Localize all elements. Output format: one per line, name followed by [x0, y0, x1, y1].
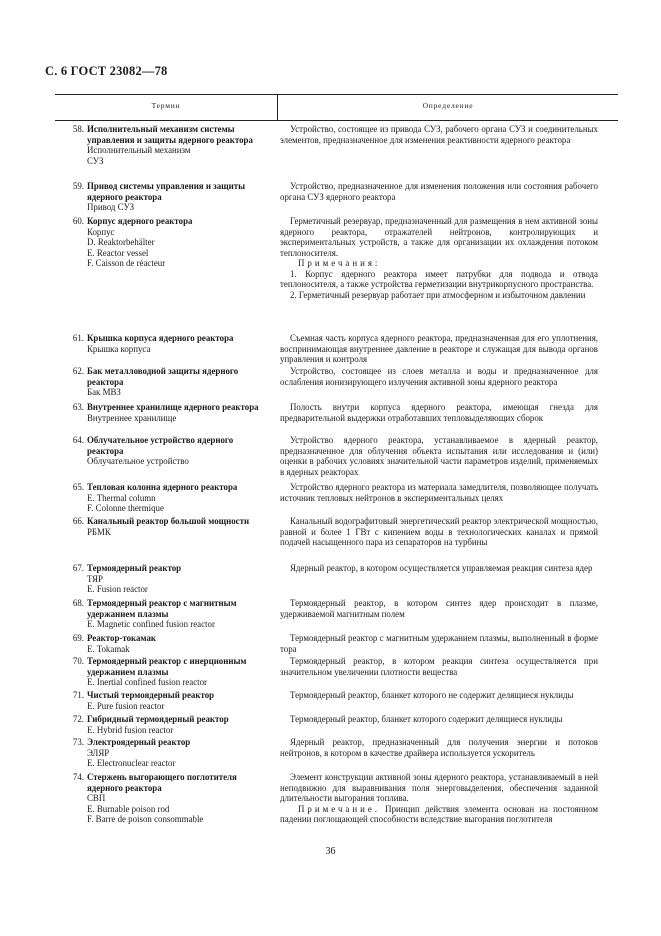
- term-title: Термоядерный реактор: [87, 563, 182, 573]
- term-synonym: Крышка корпуса: [87, 343, 151, 354]
- term-title: Тепловая колонна ядерного реактора: [87, 482, 238, 492]
- term-synonym: Облучательное устройство: [87, 456, 189, 466]
- definition-63: Полость внутри корпуса ядерного реактора, имеющая гнезда для предварительной выдержки отработавших тепловыделяющих сборок: [280, 402, 598, 423]
- term-english: E. Thermal column: [87, 492, 156, 503]
- definition-72: Термоядерный реактор, бланкет которого содержит делящиеся нуклиды: [290, 714, 563, 724]
- term-english: E. Inertial confined fusion reactor: [87, 677, 208, 687]
- column-header-term: Термин: [151, 101, 181, 110]
- definition-65: Устройство ядерного реактора из материала замедлителя, позволяющее получать источник тепловых нейтронов в экспериментальных целях: [280, 482, 598, 503]
- term-entry-68: 68. Термоядерный реактор с магнитным удержанием плазмы E. Magnetic confined fusion reactor: [55, 598, 270, 630]
- note-text: Принцип действия элемента основан на постоянном падении поглощающей способности вследствие выгорания поглотителя: [280, 803, 598, 824]
- term-english: E. Tokamak: [87, 643, 130, 654]
- term-entry-74: 74. Стержень выгорающего поглотителя ядерного реактора СВП E. Burnable poison rod F. Barre de poison consommable: [55, 772, 270, 825]
- term-synonym: Корпус: [87, 226, 115, 237]
- term-entry-61: 61. Крышка корпуса ядерного реактора Крышка корпуса: [55, 333, 270, 354]
- term-entry-67: 67. Термоядерный реактор ТЯР E. Fusion reactor: [55, 563, 270, 595]
- term-french: F. Caisson de réacteur: [87, 258, 166, 268]
- definition-text: Герметичный резервуар, предназначенный для размещения в нем активной зоны ядерного реактора, отражателей нейтронов, контролирующих и экспериментальных устройств, а также для организации их охлаждения потоком теплоносителя.: [280, 216, 598, 258]
- term-english: E. Electronuclear reactor: [87, 758, 176, 768]
- term-title: Корпус ядерного реактора: [87, 216, 193, 226]
- term-entry-63: 63. Внутреннее хранилище ядерного реактора Внутреннее хранилище: [55, 402, 270, 423]
- table-header-border: [55, 120, 618, 121]
- definition-62: Устройство, состоящее из слоев металла и воды и предназначенное для ослабления ионизирующего излучения активной зоны ядерного реактора: [280, 366, 598, 387]
- term-abbreviation: СВП: [87, 793, 106, 803]
- term-title: Реактор-токамак: [87, 633, 156, 643]
- term-entry-59: 59. Привод системы управления и защиты ядерного реактора Привод СУЗ: [55, 181, 270, 213]
- term-entry-65: 65. Тепловая колонна ядерного реактора E. Thermal column F. Colonne thermique: [55, 482, 270, 514]
- term-abbreviation: ЭЛЯР: [87, 747, 110, 758]
- term-title: Чистый термоядерный реактор: [87, 690, 215, 700]
- term-entry-72: 72. Гибридный термоядерный реактор E. Hybrid fusion reactor: [55, 714, 270, 735]
- term-entry-64: 64. Облучательное устройство ядерного реактора Облучательное устройство: [55, 435, 270, 467]
- term-entry-58: 58. Исполнительный механизм системы управления и защиты ядерного реактора Исполнительный механизм СУЗ: [55, 124, 270, 166]
- definition-74: [280, 772, 598, 825]
- definition-66: Канальный водографитовый энергетический реактор электрической мощностью, равной и более 1 ГВт с кипением воды в технологических каналах и прямой подачей насыщенного пара из сепараторов на турбины: [280, 516, 598, 547]
- term-english: E. Hybrid fusion reactor: [87, 724, 174, 735]
- page-title: С. 6 ГОСТ 23082—78: [45, 64, 168, 78]
- term-title: Исполнительный механизм системы управления и защиты ядерного реактора: [87, 124, 253, 145]
- term-title: Внутреннее хранилище ядерного реактора: [87, 402, 259, 412]
- definition-70: Термоядерный реактор, в котором реакция синтеза осуществляется при значительном увеличении плотности вещества: [280, 656, 598, 677]
- definition-64: Устройство ядерного реактора, устанавливаемое в ядерный реактор, предназначенное для облучения объекта испытания или исследования и (или) оценки в рабочих условиях значительной части параметров изделий, применяемых в ядерных реакторах: [280, 435, 598, 477]
- term-abbreviation: Бак МВЗ: [87, 387, 121, 397]
- term-title: Термоядерный реактор с магнитным удержанием плазмы: [87, 598, 237, 619]
- term-title: Термоядерный реактор с инерционным удержанием плазмы: [87, 656, 247, 677]
- note-heading: Примечание.: [298, 803, 380, 814]
- term-title: Облучательное устройство ядерного реактора: [87, 435, 234, 456]
- definition-73: Ядерный реактор, предназначенный для получения энергии и потоков нейтронов, в котором в качестве драйвера используется ускоритель: [280, 737, 598, 758]
- term-entry-62: 62. Бак металловодной защиты ядерного реактора Бак МВЗ: [55, 366, 270, 398]
- column-header-definition: Определение: [422, 101, 474, 110]
- definition-67: Ядерный реактор, в котором осуществляется управляемая реакция синтеза ядер: [290, 563, 593, 573]
- term-english: E. Reactor vessel: [87, 247, 149, 258]
- term-abbreviation: Привод СУЗ: [87, 202, 135, 212]
- term-entry-71: 71. Чистый термоядерный реактор E. Pure fusion reactor: [55, 690, 270, 711]
- term-abbreviation: СУЗ: [87, 155, 104, 166]
- term-french: F. Colonne thermique: [87, 503, 164, 513]
- term-entry-66: 66. Канальный реактор большой мощности РБМК: [55, 516, 270, 537]
- definition-60: [280, 216, 598, 300]
- definition-59: Устройство, предназначенное для изменения положения или состояния рабочего органа СУЗ ядерного реактора: [280, 181, 598, 202]
- term-entry-60: 60. Корпус ядерного реактора Корпус D. Reaktorbehälter E. Reactor vessel F. Caisson de réacteur: [55, 216, 270, 269]
- note-item: 1. Корпус ядерного реактора имеет патрубки для подвода и отвода теплоносителя, а также устройства герметизации внутрикорпусного пространства.: [280, 268, 598, 289]
- term-title: Привод системы управления и защиты ядерного реактора: [87, 181, 246, 202]
- term-english: E. Burnable poison rod: [87, 803, 170, 814]
- term-title: Бак металловодной защиты ядерного реактора: [87, 366, 239, 387]
- term-french: F. Barre de poison consommable: [87, 814, 204, 824]
- term-english: E. Magnetic confined fusion reactor: [87, 619, 215, 629]
- term-entry-73: 73. Электроядерный реактор ЭЛЯР E. Electronuclear reactor: [55, 737, 270, 769]
- term-title: Электроядерный реактор: [87, 737, 191, 747]
- term-abbreviation: ТЯР: [87, 573, 103, 584]
- term-abbreviation: РБМК: [87, 526, 111, 537]
- definition-68: Термоядерный реактор, в котором синтез ядер происходит в плазме, удерживаемой магнитным полем: [280, 598, 598, 619]
- page-number: 36: [325, 846, 336, 857]
- term-title: Канальный реактор большой мощности: [87, 516, 250, 526]
- term-german: D. Reaktorbehälter: [87, 237, 155, 247]
- term-entry-69: 69. Реактор-токамак E. Tokamak: [55, 633, 270, 654]
- note-heading: Примечания:: [298, 258, 381, 268]
- definition-61: Съемная часть корпуса ядерного реактора, предназначенная для его уплотнения, воспринимающая внутреннее давление в реакторе и служащая для вывода органов управления и контроля: [280, 333, 598, 364]
- note-item: 2. Герметичный резервуар работает при атмосферном и избыточном давлении: [290, 289, 586, 300]
- term-english: E. Pure fusion reactor: [87, 700, 165, 711]
- term-title: Стержень выгорающего поглотителя ядерного реактора: [87, 772, 237, 793]
- term-english: E. Fusion reactor: [87, 584, 148, 594]
- table-top-border: [55, 94, 618, 95]
- definition-69: Термоядерный реактор с магнитным удержанием плазмы, выполненный в форме тора: [280, 633, 598, 654]
- definition-text: Элемент конструкции активной зоны ядерного реактора, устанавливаемый в ней неподвижно для выравнивания поля энерговыделения, обеспечения заданной длительности выгорания топлива.: [280, 772, 598, 803]
- definition-71: Термоядерный реактор, бланкет которого не содержит делящиеся нуклиды: [290, 690, 574, 700]
- term-title: Гибридный термоядерный реактор: [87, 714, 229, 724]
- definition-58: Устройство, состоящее из привода СУЗ, рабочего органа СУЗ и соединительных элементов, предназначенное для изменения реактивности ядерного реактора: [280, 124, 598, 145]
- term-synonym: Внутреннее хранилище: [87, 412, 177, 423]
- term-title: Крышка корпуса ядерного реактора: [87, 333, 234, 343]
- term-synonym: Исполнительный механизм: [87, 145, 191, 155]
- term-entry-70: 70. Термоядерный реактор с инерционным удержанием плазмы E. Inertial confined fusion reactor: [55, 656, 270, 688]
